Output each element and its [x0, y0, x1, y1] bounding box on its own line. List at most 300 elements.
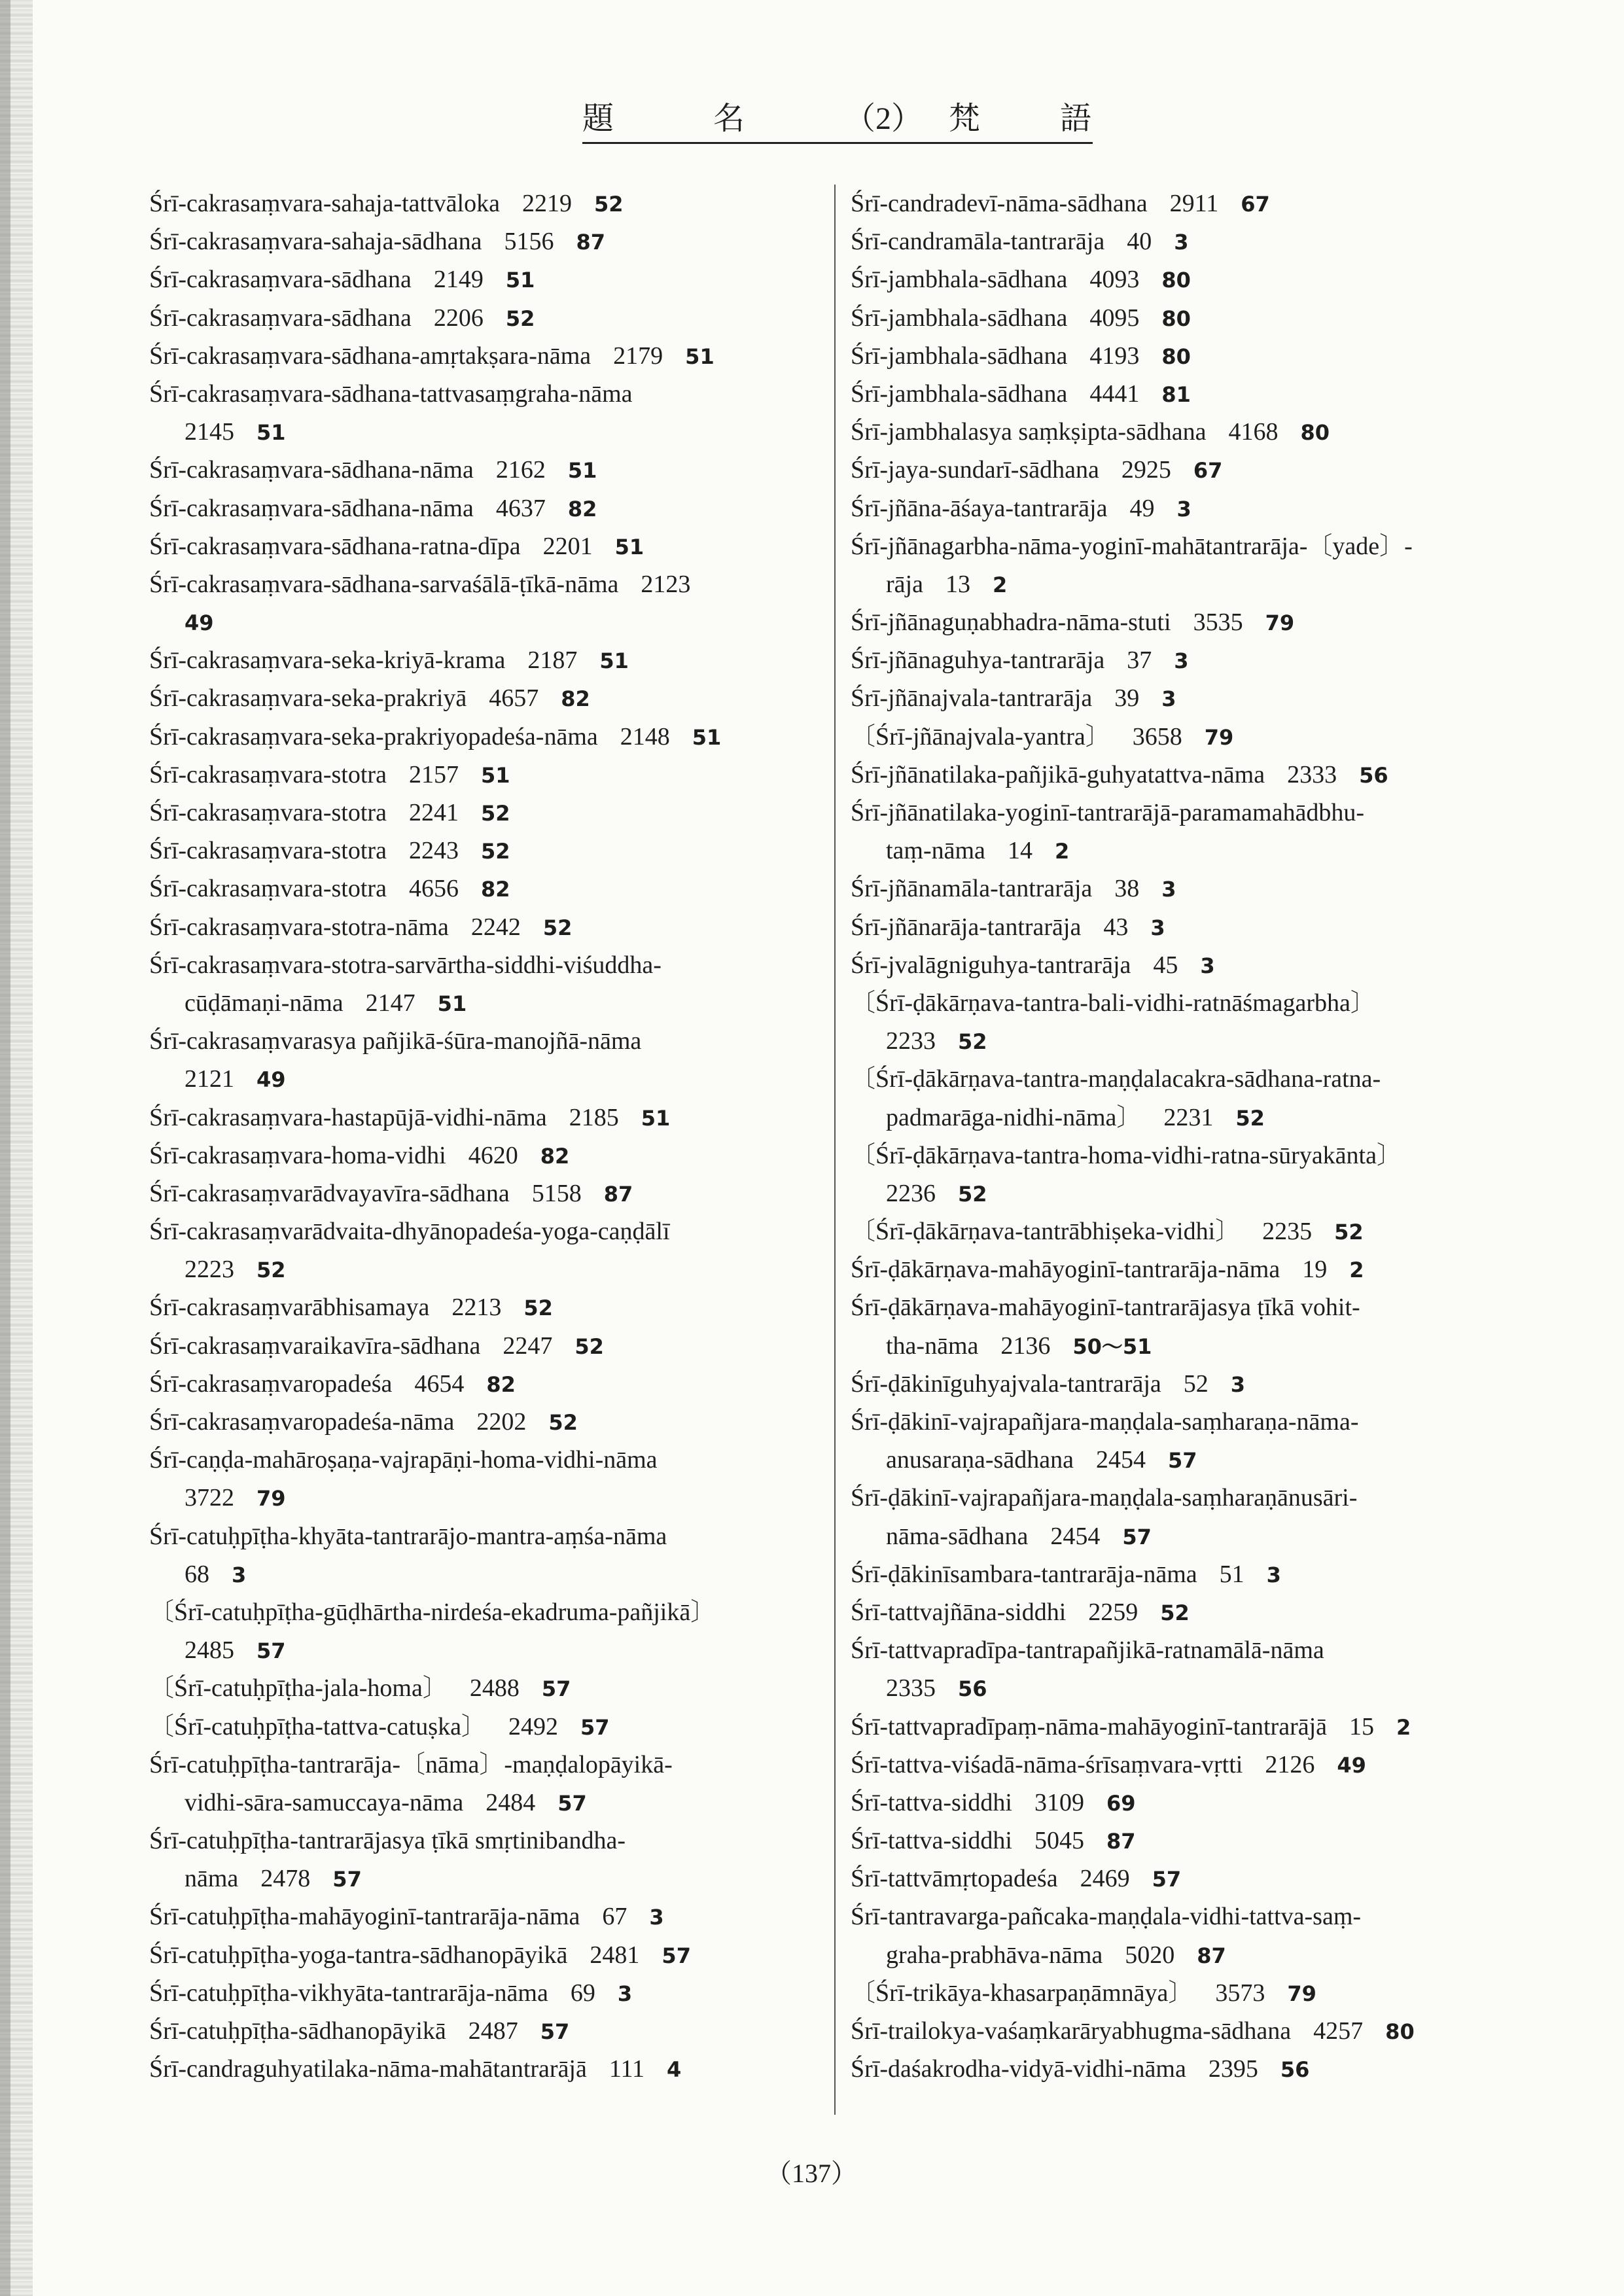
index-entry-line	[149, 756, 830, 794]
catalog-number: 2247	[503, 1332, 553, 1360]
index-entry-line	[149, 222, 830, 260]
index-entry-line	[149, 1365, 830, 1403]
page-reference: 51	[614, 534, 644, 559]
index-entry-line	[149, 1555, 830, 1593]
page-reference: 50〜51	[1072, 1333, 1152, 1359]
catalog-number: 2925	[1121, 456, 1171, 484]
page-reference: 52	[1235, 1105, 1265, 1131]
index-entry-line	[851, 1479, 1505, 1517]
page-reference: 52	[542, 915, 573, 940]
header-char-4: 梵	[949, 101, 981, 136]
entry-title: Śrī-ḍākinī-vajrapañjara-maṇḍala-saṃharaṇānusāri-	[851, 1484, 1358, 1512]
index-entry-line	[149, 1403, 830, 1441]
catalog-number: 4168	[1228, 418, 1279, 446]
entry-title: Śrī-jambhala-sādhana	[851, 342, 1068, 370]
header-char-2: 名	[713, 101, 745, 136]
index-entry-line	[149, 375, 830, 413]
index-entry-line	[149, 337, 830, 375]
entry-title: Śrī-cakrasaṃvarasya pañjikā-śūra-manojñā-nāma	[149, 1027, 642, 1055]
catalog-number: 4093	[1089, 266, 1140, 294]
index-entry-line	[851, 2050, 1505, 2088]
page-reference: 79	[256, 1486, 286, 1511]
page-reference: 51	[480, 762, 510, 788]
page-reference: 3	[1266, 1562, 1281, 1587]
page-reference: 57	[1122, 1524, 1152, 1549]
entry-title: Śrī-catuḥpīṭha-mahāyoginī-tantrarāja-nāma	[149, 1903, 580, 1931]
index-entry-line	[851, 1974, 1505, 2012]
page-reference: 3	[1161, 686, 1176, 712]
index-entry-line	[851, 832, 1505, 870]
index-entry-line	[851, 1327, 1505, 1365]
catalog-number: 4654	[414, 1369, 465, 1398]
index-entry-line	[851, 1555, 1505, 1593]
entry-title: Śrī-cakrasaṃvarādvaita-dhyānopadeśa-yoga-caṇḍālī	[149, 1218, 670, 1246]
entry-title: Śrī-cakrasaṃvarābhisamaya	[149, 1294, 430, 1322]
catalog-number: 2236	[886, 1179, 936, 1207]
entry-title: Śrī-jñānaguṇabhadra-nāma-stuti	[851, 609, 1171, 637]
entry-title: 〔Śrī-catuḥpīṭha-jala-homa〕	[149, 1674, 448, 1703]
index-entry-line	[851, 2012, 1505, 2050]
catalog-number: 2454	[1095, 1446, 1146, 1474]
entry-title: Śrī-catuḥpīṭha-tantrarāja-〔nāma〕-maṇḍalopāyikā-	[149, 1750, 673, 1778]
index-entry-line	[149, 1099, 830, 1137]
entry-title: Śrī-cakrasaṃvara-sādhana-amṛtakṣara-nāma	[149, 342, 591, 370]
page-reference: 52	[480, 801, 510, 826]
page-reference: 52	[480, 839, 510, 864]
entry-title: Śrī-daśakrodha-vidyā-vidhi-nāma	[851, 2055, 1186, 2083]
entry-title: Śrī-cakrasaṃvara-stotra-sarvārtha-siddhi-viśuddha-	[149, 951, 662, 979]
catalog-number: 2481	[590, 1941, 640, 1969]
page-reference: 52	[548, 1410, 578, 1435]
catalog-number: 2145	[185, 418, 234, 446]
index-entry-line	[149, 565, 830, 603]
entry-title: 〔Śrī-trikāya-khasarpaṇāmnāya〕	[851, 1979, 1193, 2007]
index-entry-line	[149, 1936, 830, 1974]
catalog-number: 4193	[1089, 342, 1140, 370]
catalog-number: 5020	[1125, 1941, 1175, 1969]
catalog-number: 69	[570, 1979, 595, 2007]
page-reference: 79	[1204, 724, 1234, 750]
catalog-number: 2136	[1000, 1332, 1051, 1360]
catalog-number: 5158	[531, 1179, 582, 1207]
catalog-number: 5045	[1034, 1827, 1084, 1855]
entry-title: Śrī-ḍākārṇava-mahāyoginī-tantrarājasya ṭīkā vohit-	[851, 1294, 1360, 1322]
entry-title: Śrī-cakrasaṃvaropadeśa	[149, 1369, 393, 1398]
entry-title: Śrī-cakrasaṃvaraikavīra-sādhana	[149, 1332, 481, 1360]
index-entry-line	[149, 1860, 830, 1898]
page-reference: 52	[523, 1296, 553, 1321]
entry-title: Śrī-cakrasaṃvara-sādhana-nāma	[149, 456, 474, 484]
catalog-number: 2213	[451, 1294, 502, 1322]
page-reference: 51	[567, 458, 597, 484]
catalog-number: 49	[1129, 494, 1155, 522]
entry-title: padmarāga-nidhi-nāma〕	[886, 1103, 1142, 1131]
index-entry-line	[851, 1365, 1505, 1403]
catalog-number: 43	[1103, 913, 1129, 941]
catalog-number: 2201	[542, 532, 593, 560]
page-reference: 87	[603, 1181, 633, 1207]
index-entry-line	[851, 337, 1505, 375]
page-reference: 3	[649, 1905, 664, 1930]
catalog-number: 13	[945, 570, 970, 598]
entry-title: rāja	[886, 570, 923, 598]
page-reference: 80	[1300, 420, 1330, 446]
entry-title: Śrī-cakrasaṃvara-stotra	[149, 875, 387, 903]
page-reference: 82	[567, 496, 597, 521]
page-reference: 81	[1161, 381, 1191, 407]
catalog-number: 3573	[1215, 1979, 1265, 2007]
catalog-number: 4656	[408, 875, 459, 903]
page-reference: 52	[505, 306, 535, 331]
index-entry-line	[851, 870, 1505, 908]
catalog-number: 2185	[569, 1103, 619, 1131]
index-entry-line	[851, 185, 1505, 222]
catalog-number: 5156	[504, 228, 554, 256]
catalog-number: 3535	[1193, 609, 1243, 637]
catalog-number: 2126	[1265, 1750, 1315, 1778]
catalog-number: 2233	[886, 1027, 936, 1055]
catalog-number: 2147	[365, 989, 415, 1017]
page-reference: 67	[1241, 192, 1270, 217]
index-entry-line	[851, 794, 1505, 832]
catalog-number: 2121	[185, 1065, 234, 1093]
page-reference: 52	[958, 1181, 987, 1207]
catalog-number: 4095	[1089, 304, 1140, 332]
index-entry-line	[149, 1517, 830, 1555]
page-reference: 87	[576, 230, 606, 255]
entry-title: Śrī-catuḥpīṭha-tantrarājasya ṭīkā smṛtinibandha-	[149, 1827, 626, 1855]
index-entry-line	[149, 1327, 830, 1365]
index-entry-line	[851, 1898, 1505, 1935]
catalog-number: 2162	[495, 456, 546, 484]
catalog-number: 14	[1007, 837, 1033, 865]
catalog-number: 38	[1114, 875, 1140, 903]
index-entry-line	[851, 222, 1505, 260]
page-reference: 52	[1334, 1220, 1364, 1245]
page-reference: 82	[480, 877, 510, 902]
index-entry-line	[149, 641, 830, 679]
page-reference: 57	[332, 1867, 362, 1892]
page-reference: 49	[1337, 1752, 1366, 1778]
catalog-number: 51	[1219, 1560, 1244, 1588]
page-reference: 52	[958, 1029, 987, 1055]
index-entry-line	[149, 299, 830, 337]
entry-title: Śrī-jvalāgniguhya-tantrarāja	[851, 951, 1131, 979]
index-entry-line	[149, 1250, 830, 1288]
index-entry-line	[851, 718, 1505, 756]
page-reference: 3	[1161, 877, 1176, 902]
entry-title: Śrī-jambhalasya saṃkṣipta-sādhana	[851, 418, 1207, 446]
entry-title: 〔Śrī-ḍākārṇava-tantra-bali-vidhi-ratnāśmagarbha〕	[851, 989, 1375, 1017]
index-entry-line	[149, 908, 830, 946]
index-entry-line	[149, 2050, 830, 2088]
index-entry-line	[851, 1784, 1505, 1822]
page-reference: 2	[1396, 1714, 1411, 1740]
index-entry-line	[851, 1746, 1505, 1784]
index-entry-line	[851, 1403, 1505, 1441]
catalog-number: 68	[185, 1560, 209, 1588]
index-entry-line	[851, 1517, 1505, 1555]
index-entry-line	[851, 1708, 1505, 1746]
index-entry-line	[149, 489, 830, 527]
entry-title: Śrī-caṇḍa-mahāroṣaṇa-vajrapāṇi-homa-vidhi-nāma	[149, 1446, 658, 1474]
entry-title: Śrī-ḍākinīguhyajvala-tantrarāja	[851, 1369, 1161, 1398]
entry-title: Śrī-cakrasaṃvara-sahaja-sādhana	[149, 228, 482, 256]
index-entry-line	[851, 679, 1505, 717]
catalog-number: 2235	[1262, 1218, 1313, 1246]
index-entry-line	[149, 603, 830, 641]
page-reference: 52	[1160, 1600, 1190, 1625]
index-entry-line	[851, 1441, 1505, 1479]
entry-title: Śrī-catuḥpīṭha-vikhyāta-tantrarāja-nāma	[149, 1979, 548, 2007]
catalog-number: 4637	[495, 494, 546, 522]
header-char-1: 題	[582, 101, 614, 136]
page-reference: 82	[561, 686, 590, 712]
page-reference: 51	[641, 1105, 671, 1131]
index-entry-line	[149, 870, 830, 908]
index-entry-line	[149, 1479, 830, 1517]
index-entry-line	[851, 756, 1505, 794]
entry-title: Śrī-tattva-siddhi	[851, 1827, 1012, 1855]
entry-title: nāma-sādhana	[886, 1522, 1029, 1550]
page-reference: 87	[1106, 1829, 1136, 1854]
entry-title: Śrī-tantravarga-pañcaka-maṇḍala-vidhi-tattva-saṃ-	[851, 1903, 1362, 1931]
page-reference: 52	[574, 1333, 604, 1359]
entry-title: Śrī-jambhala-sādhana	[851, 304, 1068, 332]
entry-title: Śrī-candraguhyatilaka-nāma-mahātantrarājā	[149, 2055, 587, 2083]
index-entry-line	[149, 794, 830, 832]
index-entry-line	[851, 489, 1505, 527]
entry-title: Śrī-cakrasaṃvara-stotra	[149, 837, 387, 865]
page-reference: 51	[685, 344, 715, 369]
catalog-number: 2206	[433, 304, 484, 332]
index-entry-line	[149, 1022, 830, 1060]
catalog-number: 2148	[620, 722, 670, 751]
right-column	[851, 185, 1505, 2088]
catalog-number: 2454	[1050, 1522, 1101, 1550]
index-entry-line	[851, 1860, 1505, 1898]
index-entry-line	[149, 1669, 830, 1707]
entry-title: 〔Śrī-catuḥpīṭha-gūḍhārtha-nirdeśa-ekadruma-pañjikā〕	[149, 1598, 716, 1626]
catalog-number: 2149	[433, 266, 484, 294]
entry-title: Śrī-jambhala-sādhana	[851, 266, 1068, 294]
index-entry-line	[149, 1137, 830, 1174]
index-entry-line	[149, 1174, 830, 1212]
catalog-number: 2335	[886, 1674, 936, 1703]
page-reference: 57	[256, 1638, 286, 1664]
entry-title: Śrī-cakrasaṃvara-seka-prakriyopadeśa-nāma	[149, 722, 598, 751]
entry-title: Śrī-tattvapradīpa-tantrapañjikā-ratnamālā-nāma	[851, 1636, 1324, 1665]
index-entry-line	[149, 1593, 830, 1631]
index-entry-line	[851, 1936, 1505, 1974]
page-reference: 57	[1152, 1867, 1182, 1892]
entry-title: Śrī-cakrasaṃvara-sādhana-ratna-dīpa	[149, 532, 521, 560]
page-reference: 49	[185, 610, 214, 636]
page-reference: 57	[580, 1714, 610, 1740]
page-reference: 4	[667, 2057, 682, 2083]
entry-title: Śrī-ḍākārṇava-mahāyoginī-tantrarāja-nāma	[851, 1256, 1280, 1284]
catalog-number: 3722	[185, 1484, 234, 1512]
left-column	[149, 185, 830, 2088]
entry-title: Śrī-tattva-siddhi	[851, 1788, 1012, 1816]
entry-title: Śrī-cakrasaṃvara-seka-kriyā-krama	[149, 646, 506, 675]
catalog-number: 40	[1127, 228, 1152, 256]
page-reference: 51	[599, 648, 629, 674]
catalog-number: 2241	[408, 799, 459, 826]
entry-title: Śrī-jñānatilaka-pañjikā-guhyatattva-nāma	[851, 760, 1265, 788]
entry-title: Śrī-jñānajvala-tantrarāja	[851, 684, 1093, 713]
catalog-number: 2202	[476, 1408, 527, 1436]
entry-title: nāma	[185, 1865, 239, 1893]
index-entry-line	[851, 984, 1505, 1022]
entry-title: Śrī-jñānagarbha-nāma-yoginī-mahātantrarāja-〔yade〕-	[851, 532, 1413, 560]
page-reference: 80	[1385, 2019, 1415, 2044]
index-entry-line	[851, 1060, 1505, 1098]
entry-title: Śrī-tattvapradīpaṃ-nāma-mahāyoginī-tantrarājā	[851, 1712, 1328, 1740]
page-reference: 3	[617, 1981, 633, 2006]
index-entry-line	[851, 641, 1505, 679]
catalog-number: 2259	[1088, 1598, 1139, 1626]
index-entry-line	[851, 527, 1505, 565]
entry-title: anusaraṇa-sādhana	[886, 1446, 1074, 1474]
catalog-number: 2395	[1208, 2055, 1258, 2083]
index-entry-line	[149, 1822, 830, 1860]
page-reference: 82	[540, 1143, 570, 1169]
catalog-number: 2488	[469, 1674, 520, 1703]
entry-title: Śrī-cakrasaṃvara-sādhana	[149, 304, 412, 332]
page-reference: 79	[1287, 1981, 1316, 2006]
catalog-number: 2484	[485, 1788, 536, 1816]
entry-title: Śrī-cakrasaṃvara-seka-prakriyā	[149, 684, 467, 713]
index-entry-line	[851, 908, 1505, 946]
index-entry-line	[149, 1898, 830, 1935]
page-reference: 79	[1265, 610, 1295, 636]
catalog-number: 2911	[1169, 190, 1219, 217]
index-entry-line	[851, 565, 1505, 603]
entry-title: taṃ-nāma	[886, 837, 985, 865]
index-entry-line	[149, 718, 830, 756]
catalog-number: 2231	[1163, 1103, 1214, 1131]
page-reference: 51	[437, 991, 467, 1016]
entry-title: Śrī-cakrasaṃvara-sādhana	[149, 266, 412, 294]
catalog-number: 2469	[1080, 1865, 1130, 1893]
index-entry-line	[851, 451, 1505, 489]
page-reference: 56	[958, 1676, 987, 1702]
page-reference: 57	[541, 1676, 571, 1702]
page-reference: 80	[1161, 344, 1191, 369]
index-entry-line	[149, 1060, 830, 1098]
page-reference: 2	[1349, 1258, 1364, 1283]
page-reference: 51	[692, 724, 722, 750]
index-entry-line	[149, 1288, 830, 1326]
catalog-number: 3109	[1034, 1788, 1084, 1816]
index-entry-line	[149, 1974, 830, 2012]
index-entry-line	[851, 1822, 1505, 1860]
entry-title: Śrī-tattvāmṛtopadeśa	[851, 1865, 1058, 1893]
entry-title: Śrī-trailokya-vaśaṃkarāryabhugma-sādhana	[851, 2017, 1292, 2045]
catalog-number: 2223	[185, 1256, 234, 1284]
catalog-number: 2492	[508, 1712, 558, 1740]
index-entry-line	[149, 832, 830, 870]
catalog-number: 2487	[468, 2017, 518, 2045]
entry-title: Śrī-cakrasaṃvaropadeśa-nāma	[149, 1408, 455, 1436]
index-entry-line	[851, 1137, 1505, 1174]
catalog-number: 67	[602, 1903, 627, 1931]
entry-title: Śrī-ḍākinīsambara-tantrarāja-nāma	[851, 1560, 1197, 1588]
entry-title: Śrī-ḍākinī-vajrapañjara-maṇḍala-saṃharaṇa-nāma-	[851, 1408, 1359, 1436]
page-reference: 51	[505, 268, 535, 293]
entry-title: 〔Śrī-jñānajvala-yantra〕	[851, 722, 1110, 751]
index-entry-line	[149, 260, 830, 298]
catalog-number: 39	[1114, 684, 1140, 713]
page-reference: 3	[1174, 230, 1189, 255]
entry-title: Śrī-cakrasaṃvara-sādhana-sarvaśālā-ṭīkā-nāma	[149, 570, 619, 598]
catalog-number: 4257	[1313, 2017, 1364, 2045]
index-entry-line	[149, 1212, 830, 1250]
entry-title: 〔Śrī-ḍākārṇava-tantrābhiṣeka-vidhi〕	[851, 1218, 1241, 1246]
page-reference: 3	[1176, 496, 1192, 521]
page-reference: 2	[1054, 839, 1070, 864]
entry-title: Śrī-jñānaguhya-tantrarāja	[851, 646, 1105, 675]
running-header	[582, 95, 1093, 144]
entry-title: Śrī-cakrasaṃvara-hastapūjā-vidhi-nāma	[149, 1103, 547, 1131]
index-entry-line	[149, 946, 830, 984]
catalog-number: 3658	[1132, 722, 1182, 751]
index-entry-line	[149, 679, 830, 717]
entry-title: Śrī-cakrasaṃvarādvayavīra-sādhana	[149, 1179, 510, 1207]
index-entry-line	[851, 1631, 1505, 1669]
page-reference: 56	[1359, 762, 1388, 788]
page-reference: 3	[1150, 915, 1165, 940]
entry-title: Śrī-cakrasaṃvara-sahaja-tattvāloka	[149, 190, 500, 217]
page-reference: 57	[662, 1943, 691, 1968]
entry-title: Śrī-cakrasaṃvara-stotra	[149, 799, 387, 826]
page-reference: 57	[557, 1790, 587, 1816]
entry-title: Śrī-catuḥpīṭha-khyāta-tantrarājo-mantra-aṃśa-nāma	[149, 1522, 667, 1550]
catalog-number: 4657	[489, 684, 539, 713]
page-reference: 2	[992, 572, 1008, 597]
entry-title: Śrī-cakrasaṃvara-sādhana-nāma	[149, 494, 474, 522]
index-entry-line	[149, 1746, 830, 1784]
index-entry-line	[851, 413, 1505, 451]
entry-title: 〔Śrī-ḍākārṇava-tantra-homa-vidhi-ratna-sūryakānta〕	[851, 1141, 1402, 1169]
page-number: （137）	[766, 2159, 857, 2188]
entry-title: 〔Śrī-ḍākārṇava-tantra-maṇḍalacakra-sādhana-ratna-	[851, 1065, 1381, 1093]
entry-title: cūḍāmaṇi-nāma	[185, 989, 344, 1017]
index-entry-line	[851, 260, 1505, 298]
entry-title: Śrī-cakrasaṃvara-homa-vidhi	[149, 1141, 446, 1169]
page-reference: 49	[256, 1067, 286, 1093]
index-entry-line	[851, 1288, 1505, 1326]
catalog-number: 4620	[468, 1141, 518, 1169]
catalog-number: 111	[609, 2055, 645, 2083]
index-entry-line	[851, 1099, 1505, 1137]
entry-title: Śrī-jñānamāla-tantrarāja	[851, 875, 1093, 903]
index-entry-line	[149, 1441, 830, 1479]
index-entry-line	[149, 2012, 830, 2050]
page-reference: 69	[1106, 1790, 1136, 1816]
page-reference: 52	[256, 1258, 286, 1283]
entry-title: 〔Śrī-catuḥpīṭha-tattva-catuṣka〕	[149, 1712, 486, 1740]
index-entry-line	[851, 1174, 1505, 1212]
entry-title: vidhi-sāra-samuccaya-nāma	[185, 1788, 464, 1816]
catalog-number: 19	[1302, 1256, 1328, 1284]
header-section-number: （2）	[844, 101, 923, 136]
index-entry-line	[149, 1784, 830, 1822]
entry-title: Śrī-tattva-viśadā-nāma-śrīsaṃvara-vṛtti	[851, 1750, 1243, 1778]
index-entry-line	[851, 946, 1505, 984]
index-entry-line	[851, 1669, 1505, 1707]
